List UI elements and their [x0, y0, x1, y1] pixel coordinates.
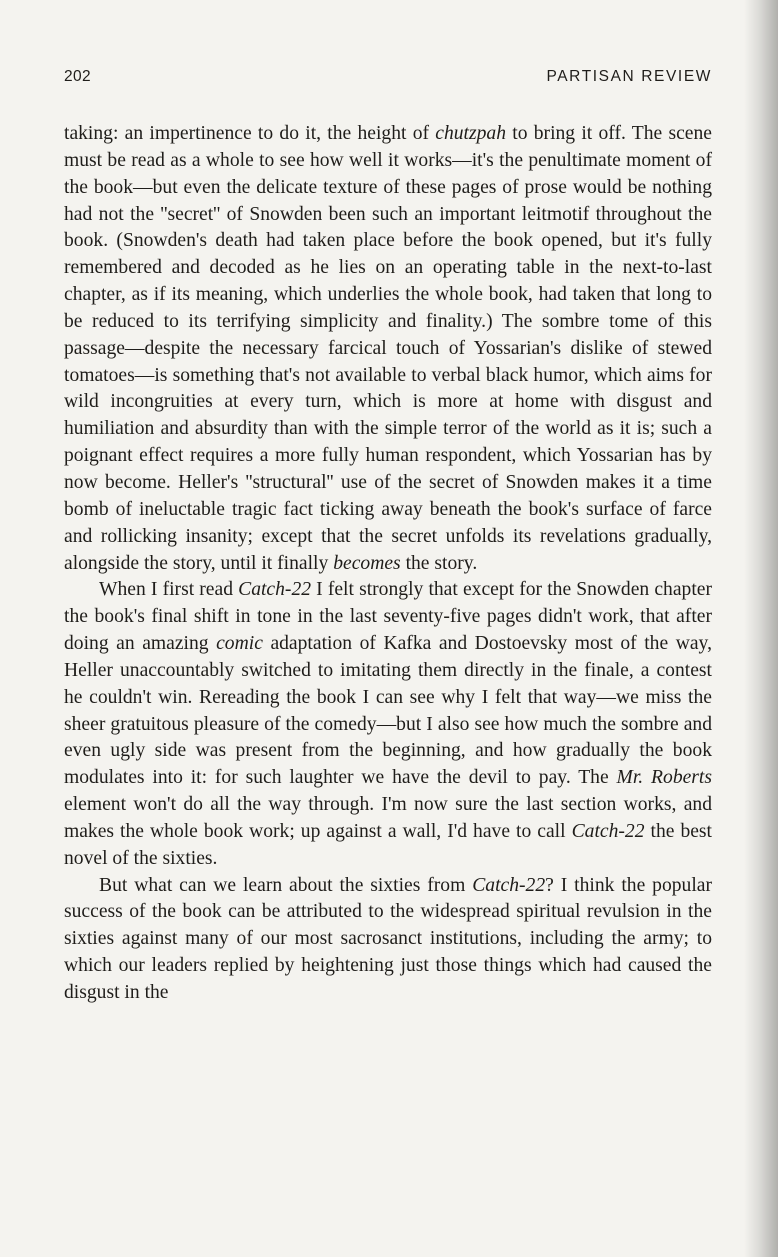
italic-text: comic: [216, 633, 263, 655]
text-run: to bring it off. The scene must be read as a whole to see how well it works—it's the penultimate moment of the book—but even the delicate texture of these pages of prose would be nothing had not the ''secret'' of Snowden been such an important leitmotif throughout the book. (Snowden's death had taken place before the book opened, but it's fully remembered and decoded as he lies on an operating table in the next-to-last chapter, as if its meaning, which underlies the whole book, had taken that long to be reduced to its terrifying simplicity and finality.) The sombre tome of this passage—despite the necessary farcical touch of Yossarian's dislike of stewed tomatoes—is something that's not available to verbal black humor, which aims for wild incongruities at every turn, which is more at home with disgust and humiliation and absurdity than with the simple terror of the world as it is; such a poignant effect requires a more fully human respondent, which Yossarian has by now become. Heller's ''structural'' use of the secret of Snowden makes it a time bomb of ineluctable tragic fact ticking away beneath the book's surface of farce and rollicking insanity; except that the secret unfolds its revelations gradually, alongside the story, until it finally: [64, 123, 712, 574]
book-page: [64, 68, 712, 1007]
italic-text: becomes: [333, 552, 401, 574]
text-run: taking: an impertinence to do it, the height of: [64, 123, 436, 144]
paragraph: [64, 577, 712, 872]
italic-text: chutzpah: [435, 123, 507, 144]
text-run: the best novel of the sixties.: [64, 820, 713, 869]
text-run: element won't do all the way through. I'm now sure the last section works, and makes the whole book work; up against a wall, I'd have to call: [64, 794, 712, 842]
paragraph: [64, 121, 712, 577]
italic-text: Mr. Roberts: [616, 767, 713, 789]
journal-title: PARTISAN REVIEW: [546, 68, 712, 85]
text-run: I felt strongly that except for the Snowden chapter the book's final shift in tone in the last seventy-five pages didn't work, that after doing an amazing: [64, 579, 712, 655]
text-run: When I first read: [99, 579, 239, 601]
page-number: 202: [64, 68, 92, 85]
italic-text: Catch-22: [238, 579, 312, 601]
page-edge-shadow: [744, 0, 778, 1257]
italic-text: Catch-22: [571, 820, 645, 842]
text-run: ? I think the popular success of the book can be attributed to the widespread spiritual revulsion in the sixties against many of our most sacrosanct institutions, including the army; to which our leaders replied by heightening just those things which had caused the disgust in the: [64, 874, 713, 1003]
running-head: [64, 68, 712, 90]
paragraph: [64, 873, 712, 1007]
text-run: the story.: [400, 552, 478, 574]
text-run: adaptation of Kafka and Dostoevsky most of the way, Heller unaccountably switched to imitating them directly in the finale, a contest he couldn't win. Rereading the book I can see why I felt that way—we miss the sheer gratuitous pleasure of the comedy—but I also see how much the sombre and even ugly side was present from the beginning, and how gradually the book modulates into it: for such laughter we have the devil to pay. The: [64, 633, 712, 789]
italic-text: Catch-22: [472, 874, 546, 896]
body-text: [64, 121, 712, 1007]
text-run: But what can we learn about the sixties from: [99, 874, 473, 896]
